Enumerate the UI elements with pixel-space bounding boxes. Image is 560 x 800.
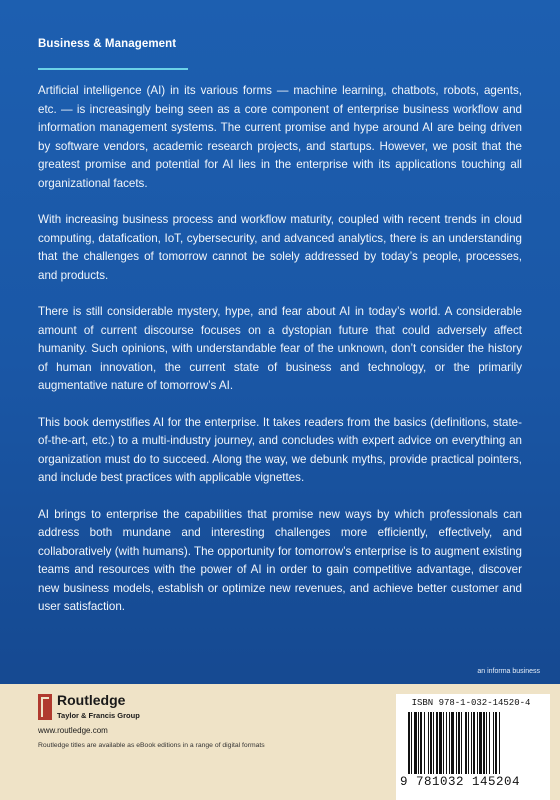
barcode-stripe [473,712,475,774]
isbn-barcode [396,694,550,800]
barcode-stripe [420,712,422,774]
barcode-stripe [424,712,425,774]
barcode-bars [408,712,538,774]
blurb-paragraph-1: Artificial intelligence (AI) in its various forms — machine learning, chatbots, robots, agents, etc. — is increasingly being seen as a core component of enterprise business workflow and information management systems. The current promise and hype around AI are being driven by software vendors, academic research projects, and startups. However, we posit that the greatest promise and potential for AI lies in the enterprise with its applications touching all organizational facets. [38,84,522,190]
barcode-stripe [458,712,460,774]
barcode-stripe [493,712,494,774]
barcode-stripe [495,712,497,774]
isbn-text: ISBN 978-1-032-14520-4 [411,698,531,708]
blurb-paragraph-2: With increasing business process and workflow maturity, coupled with recent trends in cloud computing, datafication, IoT, cybersecurity, and advanced analytics, there is an understanding that the challenges of tomorrow cannot be solely addressed by today’s people, processes, and products. [38,213,522,282]
category-label: Business & Management [38,38,177,50]
barcode-digits: 9 781032 145204 [400,775,521,789]
informa-tag: an informa business [477,668,540,675]
barcode-stripe [439,712,442,774]
accent-rule [38,68,188,70]
ebook-note: Routledge titles are available as eBook editions in a range of digital formats [38,742,265,749]
barcode-stripe [461,712,462,774]
barcode-stripe [468,712,469,774]
barcode-stripe [408,712,410,774]
barcode-stripe [471,712,472,774]
blurb-paragraph-4: This book demystifies AI for the enterprise. It takes readers from the basics (definitions, state-of-the-art, etc.) to a multi-industry journey, and concludes with expert advice on everything an organization must do to succeed. Along the way, we debunk myths, provide practical pointers, and include best practices with applicable vignettes. [38,415,522,484]
barcode-stripe [433,712,434,774]
barcode-stripe [418,712,419,774]
barcode-stripe [489,712,490,774]
barcode-stripe [465,712,467,774]
barcode-stripe [436,712,438,774]
barcode-stripe [477,712,478,774]
routledge-logo-icon [38,694,52,720]
barcode-stripe [456,712,457,774]
barcode-stripe [428,712,429,774]
barcode-stripe [446,712,447,774]
barcode-stripe [483,712,485,774]
barcode-stripe [479,712,482,774]
publisher-group: Taylor & Francis Group [57,711,140,720]
barcode-stripe [443,712,444,774]
barcode-stripe [486,712,487,774]
barcode-stripe [451,712,454,774]
blurb-paragraph-3: There is still considerable mystery, hype, and fear about AI in today’s world. A considerable amount of current discourse focuses on a dystopian future that could adversely affect humanity. Such opinions, with understandable fear of the unknown, don’t consider the history of human innovation, the current state of business and technology, or the primarily augmentative nature of tomorrow’s AI. [38,305,522,392]
barcode-stripe [449,712,450,774]
blurb-paragraph-5: AI brings to enterprise the capabilities that promise new ways by which professionals can address both mundane and interesting challenges more efficiently, effectively, and collaboratively (with humans). The opportunity for tomorrow’s enterprise is to augment existing teams and resources with the power of AI in order to gain competitive advantage, discover new business models, establish or optimize new revenues, and achieve better customer and user satisfaction. [38,507,522,613]
publisher-name: Routledge [57,692,126,708]
publisher-footer [0,684,560,800]
barcode-stripe [414,712,417,774]
blurb [38,82,522,635]
barcode-stripe [430,712,432,774]
barcode-stripe [499,712,500,774]
publisher-website[interactable]: www.routledge.com [38,726,108,735]
barcode-stripe [411,712,412,774]
